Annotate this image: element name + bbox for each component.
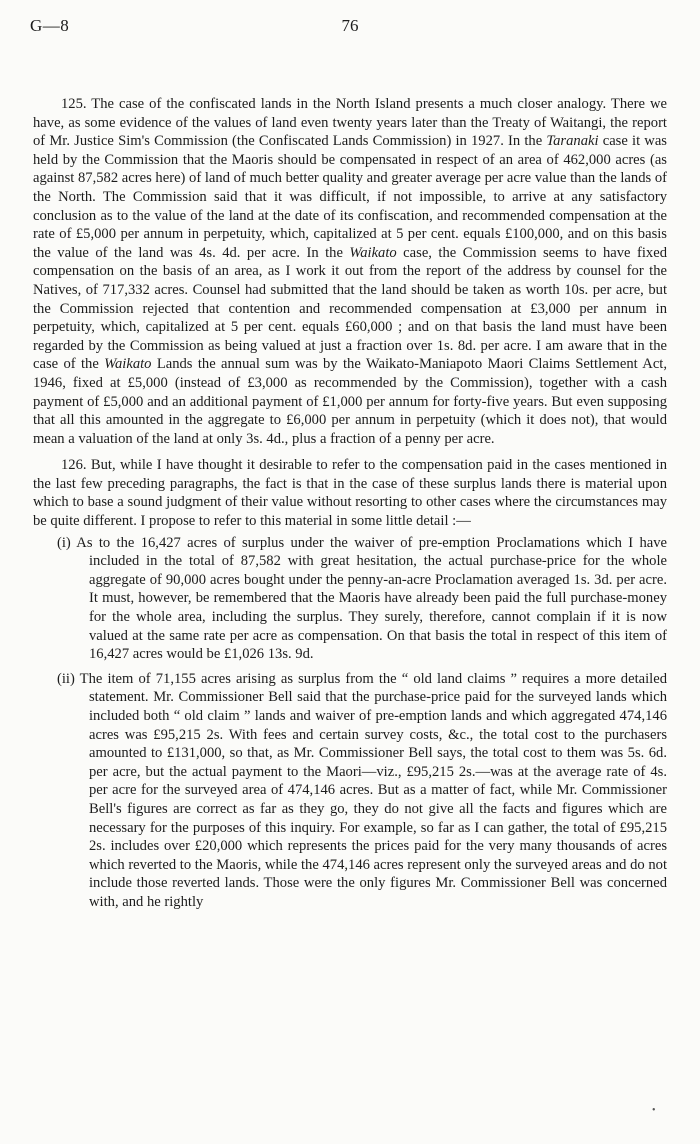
case-name-waikato-lands: Waikato [104,356,152,373]
case-name-taranaki: Taranaki [546,133,599,150]
paragraph-126: 126. But, while I have thought it desirable to refer to the compensation paid in the cases mentioned in the last few preceding paragraphs, the fact is that in the case of these surplus lands there is material upon which to base a sound judgment of their value without resorting to other cases where the circumstances may be quite different. I propose to refer to this material in some little detail :— [33,457,667,530]
list-item-i: (i) As to the 16,427 acres of surplus under the waiver of pre-emption Proclamations which I have included in the total of 87,582 with great hesitation, the actual purchase-price for the whole aggregate of 90,000 acres bought under the penny-an-acre Proclamation averaged 1s. 3d. per acre. It must, however, be remembered that the Maoris have already been paid the full purchase-money for the whole area, including the surplus. They surely, therefore, cannot complain if it is now valued at the same rate per acre as compensation. On that basis the total in respect of this item of 16,427 acres would be £1,026 13s. 9d. [57,534,667,663]
document-body [33,95,667,912]
page-number: 76 [341,16,359,35]
page-mark: • [652,1105,656,1116]
paragraph-125: 125. The case of the confiscated lands in the North Island presents a much closer analogy. There we have, as some evidence of the values of land even twenty years later than the Treaty of Waitangi, the report of Mr. Justice Sim's Commission (the Confiscated Lands Commission) in 1927. In the Taranaki case it was held by the Commission that the Maoris should be compensated in respect of an area of 462,000 acres (as against 87,582 acres here) of land of much better quality and greater average per acre value than the lands of the North. The Commission said that it was difficult, if not impossible, to arrive at any satisfactory conclusion as to the value of the land at the date of its confiscation, and recommended compensation at the rate of £5,000 per annum in perpetuity, which, capitalized at 5 per cent. equals £100,000, and on this basis the value of the land was 4s. 4d. per acre. In the Waikato case, the Commission seems to have fixed compensation on the basis of an area, as I work it out from the report of the address by counsel for the Natives, of 717,332 acres. Counsel had submitted that the land should be taken as worth 10s. per acre, but the Commission rejected that contention and recommended compensation at £3,000 per annum in perpetuity, which, capitalized at 5 per cent. equals £60,000 ; and on that basis the land must have been regarded by the Commission as being valued at just a fraction over 1s. 8d. per acre. I am aware that in the case of the Waikato Lands the annual sum was by the Waikato-Maniapoto Maori Claims Settlement Act, 1946, fixed at £5,000 (instead of £3,000 as recommended by the Commission), together with a cash payment of £5,000 and an additional payment of £1,000 per annum for forty-five years. But even supposing that all this amounted in the aggregate to £6,000 per annum in perpetuity (which it does not), that would mean a valuation of the land at only 3s. 4d., plus a fraction of a penny per acre. [33,96,667,447]
page-header [30,16,670,46]
case-name-waikato: Waikato [349,244,397,261]
document-code: G—8 [30,16,70,35]
list-item-ii: (ii) The item of 71,155 acres arising as surplus from the “ old land claims ” requires a more detailed statement. Mr. Commissioner Bell said that the purchase-price paid for the surveyed lands which included both “ old claim ” lands and waiver of pre-emption lands and which aggregated 474,146 acres was £95,215 2s. With fees and certain survey costs, &c., the total cost to the purchasers amounted to £131,000, so that, as Mr. Commissioner Bell says, the total cost to them was 5s. 6d. per acre, but the actual payment to the Maori—viz., £95,215 2s.—was at the average rate of 4s. per acre for the surveyed area of 474,146 acres. But as a matter of fact, while Mr. Commissioner Bell's figures are correct as far as they go, they do not give all the facts and figures which are necessary for the purposes of this inquiry. For example, so far as I can gather, the total of £95,215 2s. includes over £20,000 which represents the prices paid for the very many thousands of acres which reverted to the Maoris, while the 474,146 acres represent only the surveyed areas and do not include those reverted lands. Those were the only figures Mr. Commissioner Bell was concerned with, and he rightly [57,670,667,910]
